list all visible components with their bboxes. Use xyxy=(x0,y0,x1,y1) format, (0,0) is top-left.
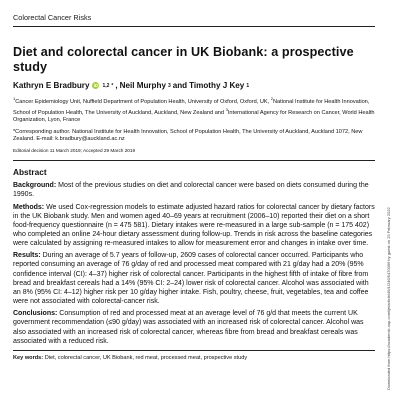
affil-2-marker: 2 xyxy=(270,96,273,101)
corresponding-author: *Corresponding author. National Institute for Health Innovation, School of Population Health, The University of Auckland, Auckland 1072, New Zealand. E-mail: k.bradbury@auckland.ac.nz xyxy=(13,129,363,143)
author-2-affil: 3 xyxy=(167,82,171,89)
keywords-rule xyxy=(13,350,375,351)
background-label: Background: xyxy=(13,182,57,190)
article-title: Diet and colorectal cancer in UK Biobank: a prospective study xyxy=(13,45,354,74)
abstract-conclusions xyxy=(13,309,375,346)
author-2[interactable]: Neil Murphy xyxy=(119,81,166,90)
author-3[interactable]: Timothy J Key xyxy=(189,81,245,90)
affil-3: International Agency for Research on Cancer, World Health Organization, Lyon, France xyxy=(13,109,375,123)
download-watermark: Downloaded from https://academic.oup.com/ije/article/49/1/246/5470096 by guest on 23 February 2022 xyxy=(386,207,391,390)
header-rule xyxy=(13,26,375,27)
conclusions-text: Consumption of red and processed meat at an average level of 76 g/d that meets the current UK government recommendation (≤90 g/day) was associated with an increased risk of colorectal cancer. Alcohol was also associated with an increased risk of colorectal cancer, whereas fibre from bread and breakfast cereals was associated with a reduced risk. xyxy=(13,310,364,345)
affil-2: National Institute for Health Innovation, School of Population Health, The University of Auckland, Auckland, New Zealand and xyxy=(13,98,370,116)
article-page xyxy=(13,13,375,362)
methods-label: Methods: xyxy=(13,203,45,211)
conclusions-label: Conclusions: xyxy=(13,310,58,318)
orcid-icon[interactable]: iD xyxy=(93,83,99,88)
abstract-rule xyxy=(13,160,375,161)
results-label: Results: xyxy=(13,252,41,260)
author-sep: , xyxy=(115,81,118,90)
author-3-affil: 1 xyxy=(246,82,250,89)
abstract-body xyxy=(13,181,375,346)
author-1-affil: 1,2 xyxy=(102,82,110,89)
affil-1: Cancer Epidemiology Unit, Nuffield Department of Population Health, University of Oxford, Oxford, UK, xyxy=(15,98,270,105)
editorial-decision: Editorial decision 11 March 2019; Accepted 29 March 2019 xyxy=(13,148,136,154)
author-1-star: * xyxy=(111,82,114,89)
author-and: and xyxy=(172,81,188,90)
abstract-background xyxy=(13,181,375,199)
keywords xyxy=(13,355,375,362)
author-line xyxy=(13,81,375,90)
keywords-text: Diet, colorectal cancer, UK Biobank, red meat, processed meat, prospective study xyxy=(44,354,248,361)
abstract-heading: Abstract xyxy=(13,167,47,178)
affil-3-marker: 3 xyxy=(225,106,228,112)
methods-text: We used Cox-regression models to estimate adjusted hazard ratios for colorectal cancer by dietary factors in the UK Biobank study. Men and women aged 40–69 years at recruitment (2006–10) reported their diet on a short food-frequency questionnaire (n = 475 581). Dietary intakes were re-measured in a large sub-sample (n = 175 402) who completed an online 24-hour dietary assessment during follow-up. Trends in risk across the baseline categories were calculated by assigning re-measured intakes to allow for measurement error and changes in intake over time. xyxy=(13,203,375,248)
affiliations xyxy=(13,95,375,124)
results-text: During an average of 5.7 years of follow-up, 2609 cases of colorectal cancer occurred. Participants who reported consuming an average of 76 g/day of red and processed meat compared with 21 g/day had a 20% (95% confidence interval (CI): 4–37) higher risk of colorectal cancer. Participants in the highest fifth of intake of fibre from bread and breakfast cereals had a 14% (95% CI: 2–24) lower risk of colorectal cancer. Alcohol was associated with an 8% (95% CI: 4–12) higher risk per 10 g/day higher intake. Fish, poultry, cheese, fruit, vegetables, tea and coffee were not associated with colorectal-cancer risk. xyxy=(13,252,369,306)
abstract-methods xyxy=(13,203,375,249)
section-label: Colorectal Cancer Risks xyxy=(13,13,92,22)
abstract-results xyxy=(13,251,375,306)
author-1[interactable]: Kathryn E Bradbury xyxy=(13,81,90,90)
keywords-label: Key words: xyxy=(13,354,44,361)
background-text: Most of the previous studies on diet and colorectal cancer were based on diets consumed during the 1990s. xyxy=(13,182,369,199)
affil-1-marker: 1 xyxy=(13,96,16,101)
